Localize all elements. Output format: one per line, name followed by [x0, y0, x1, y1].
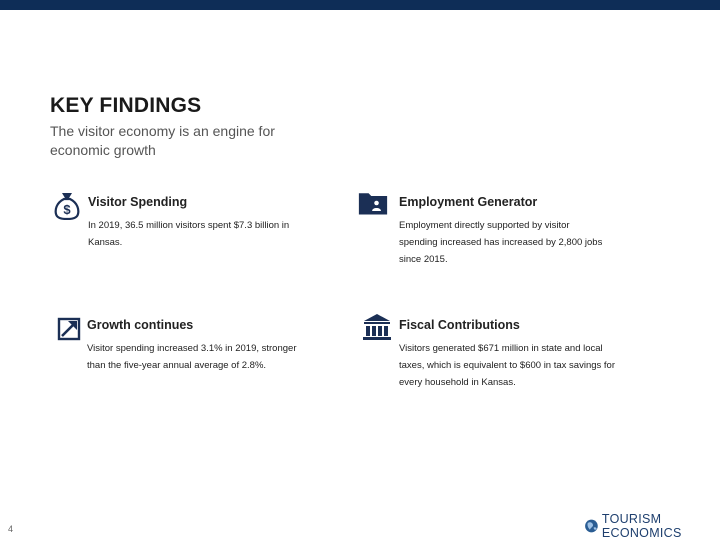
- globe-icon: [584, 517, 599, 535]
- finding-label: Growth continues: [87, 318, 194, 332]
- trend-arrow-icon: [56, 316, 86, 346]
- top-accent-bar: [0, 0, 720, 10]
- page-title: KEY FINDINGS: [50, 94, 202, 117]
- folder-person-icon: [358, 188, 388, 218]
- logo-text: TOURISM ECONOMICS: [601, 512, 682, 540]
- tourism-economics-logo: [584, 512, 720, 540]
- finding-label: Visitor Spending: [88, 195, 188, 209]
- finding-label: Employment Generator: [399, 195, 538, 209]
- svg-text:$: $: [63, 202, 71, 217]
- finding-body: Visitor spending increased 3.1% in 2019, stronger than the five-year annual average of 2.8%.: [87, 343, 297, 371]
- page-number: 4: [8, 524, 14, 534]
- finding-body: In 2019, 36.5 million visitors spent $7.3 billion in Kansas.: [88, 220, 290, 248]
- finding-body: Employment directly supported by visitor spending increased has increased by 2,800 jobs since 2015.: [399, 220, 603, 265]
- money-bag-icon: [52, 190, 82, 220]
- finding-body: Visitors generated $671 million in state and local taxes, which is equivalent to $600 in tax savings for every household in Kansas.: [399, 343, 615, 388]
- finding-label: Fiscal Contributions: [399, 318, 520, 332]
- page-subtitle: The visitor economy is an engine for economic growth: [50, 123, 275, 158]
- government-building-icon: [362, 312, 392, 342]
